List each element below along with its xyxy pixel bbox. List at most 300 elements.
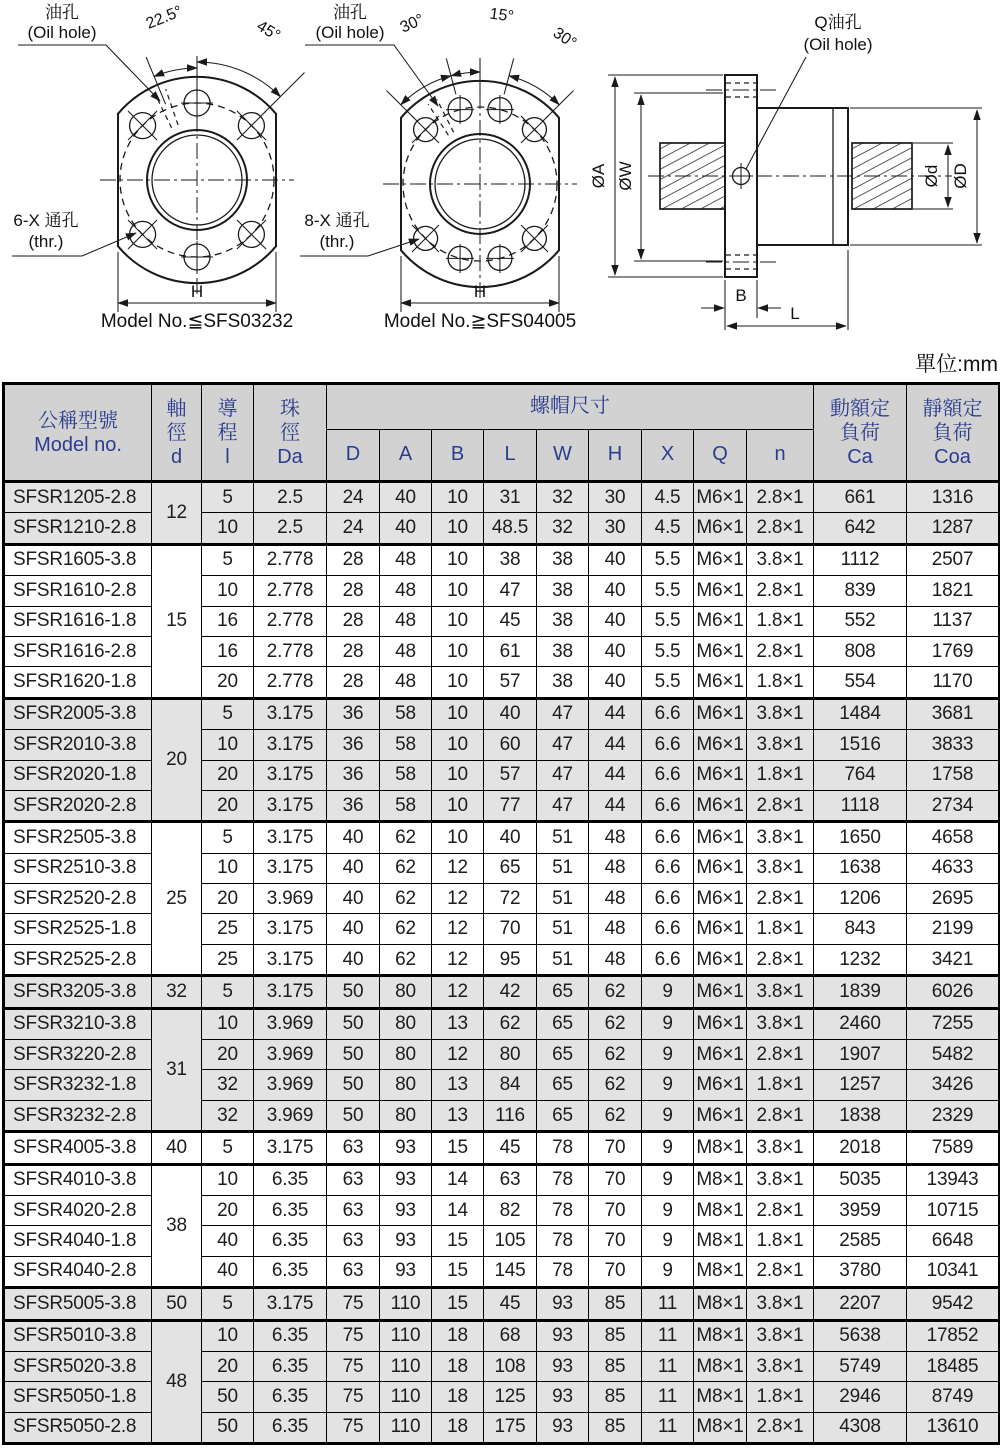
value-cell: 2.8×1 bbox=[747, 513, 814, 544]
model-cell: SFSR1205-2.8 bbox=[4, 482, 152, 513]
header-sub-n: n bbox=[747, 430, 814, 482]
value-cell: 48.5 bbox=[484, 513, 537, 544]
value-cell: 5035 bbox=[814, 1164, 907, 1195]
value-cell: 48 bbox=[380, 606, 432, 636]
shaft-diameter-cell: 40 bbox=[152, 1132, 202, 1164]
value-cell: 85 bbox=[589, 1412, 642, 1443]
model-cell: SFSR1210-2.8 bbox=[4, 513, 152, 544]
value-cell: 48 bbox=[589, 884, 642, 914]
value-cell: 62 bbox=[380, 884, 432, 914]
dim-a-label: ØA bbox=[589, 163, 608, 189]
value-cell: 40 bbox=[484, 698, 537, 729]
header-sub-W: W bbox=[537, 430, 589, 482]
model-cell: SFSR2005-3.8 bbox=[4, 698, 152, 729]
value-cell: 10 bbox=[202, 1164, 254, 1195]
value-cell: M6×1 bbox=[694, 1040, 747, 1070]
value-cell: 12 bbox=[432, 1040, 484, 1070]
value-cell: 3780 bbox=[814, 1256, 907, 1287]
model-cell: SFSR1605-3.8 bbox=[4, 544, 152, 575]
value-cell: 38 bbox=[537, 606, 589, 636]
shaft-diameter-cell: 38 bbox=[152, 1164, 202, 1288]
value-cell: 58 bbox=[380, 698, 432, 729]
value-cell: 93 bbox=[537, 1288, 589, 1320]
value-cell: 30 bbox=[589, 482, 642, 513]
value-cell: 80 bbox=[484, 1040, 537, 1070]
value-cell: 3.175 bbox=[254, 1288, 327, 1320]
value-cell: M6×1 bbox=[694, 1100, 747, 1131]
dim-h-label: H bbox=[473, 282, 487, 301]
value-cell: 65 bbox=[537, 1100, 589, 1131]
value-cell: 75 bbox=[327, 1351, 380, 1381]
value-cell: 6.35 bbox=[254, 1382, 327, 1412]
value-cell: 1.8×1 bbox=[747, 1070, 814, 1100]
value-cell: M8×1 bbox=[694, 1256, 747, 1287]
oil-hole-hidden bbox=[155, 89, 178, 128]
angle-label: 30° bbox=[397, 11, 427, 37]
model-cell: SFSR1610-2.8 bbox=[4, 576, 152, 606]
value-cell: 50 bbox=[202, 1382, 254, 1412]
header-static-load: 靜額定 負荷 Coa bbox=[907, 384, 1000, 482]
value-cell: 1232 bbox=[814, 944, 907, 975]
value-cell: 6.35 bbox=[254, 1351, 327, 1381]
model-cell: SFSR1616-2.8 bbox=[4, 636, 152, 666]
value-cell: 1.8×1 bbox=[747, 667, 814, 698]
value-cell: M6×1 bbox=[694, 606, 747, 636]
oil-hole-label-en: (Oil hole) bbox=[803, 35, 873, 54]
oil-hole-hidden bbox=[428, 99, 454, 135]
dim-l-label: L bbox=[790, 304, 800, 323]
header-sub-B: B bbox=[432, 430, 484, 482]
through-hole-label-en: (thr.) bbox=[319, 232, 355, 251]
model-cell: SFSR4005-3.8 bbox=[4, 1132, 152, 1164]
value-cell: 24 bbox=[327, 482, 380, 513]
value-cell: 38 bbox=[537, 544, 589, 575]
shaft-diameter-cell: 31 bbox=[152, 1008, 202, 1132]
value-cell: M6×1 bbox=[694, 853, 747, 883]
table-row bbox=[4, 1164, 1000, 1195]
value-cell: 2460 bbox=[814, 1008, 907, 1039]
value-cell: 75 bbox=[327, 1412, 380, 1443]
value-cell: 6648 bbox=[907, 1226, 1000, 1256]
header-model bbox=[4, 384, 152, 482]
value-cell: 125 bbox=[484, 1382, 537, 1412]
value-cell: 40 bbox=[202, 1226, 254, 1256]
value-cell: M6×1 bbox=[694, 576, 747, 606]
header-lead: 導 程 l bbox=[202, 384, 254, 482]
value-cell: 80 bbox=[380, 1070, 432, 1100]
model-cell: SFSR2525-2.8 bbox=[4, 944, 152, 975]
value-cell: 48 bbox=[380, 667, 432, 698]
value-cell: 10 bbox=[202, 853, 254, 883]
model-cell: SFSR4040-2.8 bbox=[4, 1256, 152, 1287]
value-cell: 50 bbox=[202, 1412, 254, 1443]
value-cell: 2.8×1 bbox=[747, 1040, 814, 1070]
value-cell: 20 bbox=[202, 1040, 254, 1070]
value-cell: 5 bbox=[202, 1288, 254, 1320]
value-cell: 78 bbox=[537, 1226, 589, 1256]
value-cell: 42 bbox=[484, 976, 537, 1008]
model-cell: SFSR3210-3.8 bbox=[4, 1008, 152, 1039]
value-cell: 44 bbox=[589, 698, 642, 729]
value-cell: 63 bbox=[484, 1164, 537, 1195]
value-cell: 50 bbox=[327, 1070, 380, 1100]
value-cell: 93 bbox=[380, 1164, 432, 1195]
unit-label: 單位:mm bbox=[915, 353, 998, 376]
value-cell: 9 bbox=[642, 1256, 694, 1287]
value-cell: 11 bbox=[642, 1382, 694, 1412]
value-cell: 44 bbox=[589, 730, 642, 760]
value-cell: 5 bbox=[202, 976, 254, 1008]
value-cell: 2207 bbox=[814, 1288, 907, 1320]
value-cell: 1316 bbox=[907, 482, 1000, 513]
value-cell: 65 bbox=[484, 853, 537, 883]
value-cell: 15 bbox=[432, 1256, 484, 1287]
value-cell: 70 bbox=[589, 1132, 642, 1164]
value-cell: 62 bbox=[380, 822, 432, 853]
value-cell: 5.5 bbox=[642, 544, 694, 575]
value-cell: 6.35 bbox=[254, 1320, 327, 1351]
value-cell: 3.969 bbox=[254, 1008, 327, 1039]
value-cell: 40 bbox=[589, 667, 642, 698]
value-cell: 6.35 bbox=[254, 1226, 327, 1256]
model-cell: SFSR4040-1.8 bbox=[4, 1226, 152, 1256]
value-cell: 10341 bbox=[907, 1256, 1000, 1287]
value-cell: M6×1 bbox=[694, 513, 747, 544]
value-cell: 642 bbox=[814, 513, 907, 544]
model-cell: SFSR3205-3.8 bbox=[4, 976, 152, 1008]
value-cell: 3.8×1 bbox=[747, 1320, 814, 1351]
value-cell: 110 bbox=[380, 1351, 432, 1381]
value-cell: 3.8×1 bbox=[747, 1132, 814, 1164]
value-cell: 2.778 bbox=[254, 636, 327, 666]
value-cell: 11 bbox=[642, 1320, 694, 1351]
value-cell: 47 bbox=[537, 698, 589, 729]
value-cell: 17852 bbox=[907, 1320, 1000, 1351]
value-cell: 51 bbox=[537, 822, 589, 853]
value-cell: 1170 bbox=[907, 667, 1000, 698]
value-cell: 3833 bbox=[907, 730, 1000, 760]
value-cell: M6×1 bbox=[694, 1008, 747, 1039]
header-nut-dimensions: 螺帽尺寸 bbox=[327, 384, 814, 430]
value-cell: 3.8×1 bbox=[747, 698, 814, 729]
value-cell: M6×1 bbox=[694, 482, 747, 513]
model-cell: SFSR2020-2.8 bbox=[4, 790, 152, 821]
value-cell: 11 bbox=[642, 1351, 694, 1381]
value-cell: 2.778 bbox=[254, 606, 327, 636]
value-cell: 40 bbox=[202, 1256, 254, 1287]
value-cell: 15 bbox=[432, 1288, 484, 1320]
value-cell: 5.5 bbox=[642, 667, 694, 698]
oil-hole-label-en: (Oil hole) bbox=[27, 23, 97, 42]
shaft-diameter-cell: 50 bbox=[152, 1288, 202, 1320]
through-hole-label: 6-X 通孔 bbox=[13, 211, 79, 230]
value-cell: 12 bbox=[432, 944, 484, 975]
value-cell: 105 bbox=[484, 1226, 537, 1256]
value-cell: 552 bbox=[814, 606, 907, 636]
table-row bbox=[4, 1132, 1000, 1164]
value-cell: 15 bbox=[432, 1226, 484, 1256]
model-cell: SFSR4020-2.8 bbox=[4, 1195, 152, 1225]
value-cell: 45 bbox=[484, 1132, 537, 1164]
table-row bbox=[4, 822, 1000, 853]
value-cell: M6×1 bbox=[694, 760, 747, 790]
value-cell: 80 bbox=[380, 1040, 432, 1070]
value-cell: 6.6 bbox=[642, 730, 694, 760]
through-hole-label-en: (thr.) bbox=[28, 232, 64, 251]
value-cell: 6.6 bbox=[642, 760, 694, 790]
value-cell: 2.778 bbox=[254, 576, 327, 606]
spec-table bbox=[2, 382, 1000, 1445]
value-cell: 12 bbox=[432, 884, 484, 914]
value-cell: 13943 bbox=[907, 1164, 1000, 1195]
table-row bbox=[4, 1288, 1000, 1320]
shaft-diameter-cell: 20 bbox=[152, 698, 202, 822]
value-cell: 808 bbox=[814, 636, 907, 666]
value-cell: 3.8×1 bbox=[747, 544, 814, 575]
value-cell: 85 bbox=[589, 1288, 642, 1320]
value-cell: 10715 bbox=[907, 1195, 1000, 1225]
value-cell: 1821 bbox=[907, 576, 1000, 606]
value-cell: 62 bbox=[589, 1100, 642, 1131]
value-cell: 85 bbox=[589, 1382, 642, 1412]
value-cell: 2695 bbox=[907, 884, 1000, 914]
value-cell: 36 bbox=[327, 730, 380, 760]
value-cell: 10 bbox=[202, 576, 254, 606]
value-cell: M6×1 bbox=[694, 730, 747, 760]
value-cell: 78 bbox=[537, 1256, 589, 1287]
value-cell: 36 bbox=[327, 698, 380, 729]
value-cell: 7255 bbox=[907, 1008, 1000, 1039]
value-cell: 10 bbox=[202, 1008, 254, 1039]
angle-label: 45° bbox=[253, 17, 284, 45]
angle-label: 30° bbox=[549, 24, 580, 53]
value-cell: 110 bbox=[380, 1320, 432, 1351]
value-cell: 3.175 bbox=[254, 914, 327, 944]
value-cell: 32 bbox=[202, 1070, 254, 1100]
oil-hole-label: 油孔 bbox=[333, 3, 367, 22]
value-cell: 40 bbox=[327, 853, 380, 883]
value-cell: 28 bbox=[327, 576, 380, 606]
value-cell: 4308 bbox=[814, 1412, 907, 1443]
value-cell: 9 bbox=[642, 1195, 694, 1225]
value-cell: M6×1 bbox=[694, 544, 747, 575]
value-cell: 1112 bbox=[814, 544, 907, 575]
value-cell: 70 bbox=[589, 1164, 642, 1195]
value-cell: 75 bbox=[327, 1320, 380, 1351]
value-cell: M6×1 bbox=[694, 1070, 747, 1100]
value-cell: 40 bbox=[380, 482, 432, 513]
value-cell: 48 bbox=[380, 576, 432, 606]
angle-label: 15° bbox=[488, 5, 515, 26]
value-cell: 10 bbox=[432, 760, 484, 790]
value-cell: 57 bbox=[484, 760, 537, 790]
value-cell: 38 bbox=[537, 636, 589, 666]
value-cell: 6.6 bbox=[642, 853, 694, 883]
value-cell: 3.8×1 bbox=[747, 1164, 814, 1195]
value-cell: 32 bbox=[537, 513, 589, 544]
value-cell: 48 bbox=[380, 544, 432, 575]
model-cell: SFSR2505-3.8 bbox=[4, 822, 152, 853]
value-cell: 1.8×1 bbox=[747, 1382, 814, 1412]
value-cell: 45 bbox=[484, 1288, 537, 1320]
value-cell: 3.969 bbox=[254, 1040, 327, 1070]
value-cell: 10 bbox=[432, 576, 484, 606]
value-cell: 93 bbox=[537, 1412, 589, 1443]
technical-drawings bbox=[0, 0, 1000, 352]
value-cell: 36 bbox=[327, 760, 380, 790]
header-sub-Q: Q bbox=[694, 430, 747, 482]
value-cell: 2.8×1 bbox=[747, 884, 814, 914]
value-cell: 93 bbox=[380, 1256, 432, 1287]
value-cell: 2.8×1 bbox=[747, 1195, 814, 1225]
shaft-diameter-cell: 15 bbox=[152, 544, 202, 698]
value-cell: 58 bbox=[380, 760, 432, 790]
value-cell: 93 bbox=[380, 1195, 432, 1225]
value-cell: 6.35 bbox=[254, 1195, 327, 1225]
value-cell: 50 bbox=[327, 1040, 380, 1070]
value-cell: 44 bbox=[589, 760, 642, 790]
value-cell: 3.175 bbox=[254, 760, 327, 790]
value-cell: 6.6 bbox=[642, 698, 694, 729]
value-cell: 2.8×1 bbox=[747, 636, 814, 666]
value-cell: 51 bbox=[537, 944, 589, 975]
nut-side-view-drawing bbox=[589, 13, 982, 330]
value-cell: 1.8×1 bbox=[747, 606, 814, 636]
value-cell: 1118 bbox=[814, 790, 907, 821]
value-cell: M6×1 bbox=[694, 698, 747, 729]
value-cell: 3.969 bbox=[254, 1070, 327, 1100]
value-cell: 62 bbox=[589, 1040, 642, 1070]
table-row bbox=[4, 976, 1000, 1008]
value-cell: 3.175 bbox=[254, 790, 327, 821]
value-cell: 80 bbox=[380, 1008, 432, 1039]
value-cell: 843 bbox=[814, 914, 907, 944]
angle-label: 22.5° bbox=[143, 2, 185, 33]
value-cell: 10 bbox=[432, 636, 484, 666]
value-cell: 110 bbox=[380, 1288, 432, 1320]
value-cell: 4658 bbox=[907, 822, 1000, 853]
value-cell: 84 bbox=[484, 1070, 537, 1100]
value-cell: 6.35 bbox=[254, 1412, 327, 1443]
value-cell: 31 bbox=[484, 482, 537, 513]
value-cell: 65 bbox=[537, 1008, 589, 1039]
value-cell: 93 bbox=[537, 1382, 589, 1412]
value-cell: 70 bbox=[589, 1256, 642, 1287]
model-cell: SFSR4010-3.8 bbox=[4, 1164, 152, 1195]
value-cell: 3.969 bbox=[254, 1100, 327, 1131]
value-cell: 16 bbox=[202, 606, 254, 636]
value-cell: 5.5 bbox=[642, 576, 694, 606]
dim-b-label: B bbox=[735, 286, 747, 305]
value-cell: 28 bbox=[327, 667, 380, 698]
value-cell: 13 bbox=[432, 1008, 484, 1039]
value-cell: 5 bbox=[202, 1132, 254, 1164]
value-cell: 14 bbox=[432, 1164, 484, 1195]
value-cell: 62 bbox=[589, 976, 642, 1008]
model-range-note: Model No.≦SFS03232 bbox=[100, 311, 294, 332]
value-cell: 9 bbox=[642, 1100, 694, 1131]
shaft-diameter-cell: 48 bbox=[152, 1320, 202, 1444]
value-cell: 2507 bbox=[907, 544, 1000, 575]
dim-h-label: H bbox=[190, 282, 204, 301]
value-cell: 93 bbox=[380, 1226, 432, 1256]
value-cell: 93 bbox=[537, 1351, 589, 1381]
table-row bbox=[4, 1008, 1000, 1039]
value-cell: 80 bbox=[380, 976, 432, 1008]
value-cell: 48 bbox=[589, 853, 642, 883]
model-cell: SFSR3220-2.8 bbox=[4, 1040, 152, 1070]
value-cell: 2.8×1 bbox=[747, 1100, 814, 1131]
value-cell: 5 bbox=[202, 698, 254, 729]
value-cell: 38 bbox=[537, 667, 589, 698]
value-cell: 2.8×1 bbox=[747, 1256, 814, 1287]
value-cell: 44 bbox=[589, 790, 642, 821]
value-cell: 47 bbox=[537, 730, 589, 760]
value-cell: 108 bbox=[484, 1351, 537, 1381]
table-row bbox=[4, 698, 1000, 729]
dim-d-label: Ød bbox=[922, 164, 941, 188]
value-cell: 51 bbox=[537, 853, 589, 883]
model-cell: SFSR5050-2.8 bbox=[4, 1412, 152, 1443]
value-cell: 8749 bbox=[907, 1382, 1000, 1412]
value-cell: 63 bbox=[327, 1132, 380, 1164]
value-cell: 2018 bbox=[814, 1132, 907, 1164]
value-cell: 175 bbox=[484, 1412, 537, 1443]
value-cell: 11 bbox=[642, 1412, 694, 1443]
value-cell: 1137 bbox=[907, 606, 1000, 636]
value-cell: 85 bbox=[589, 1320, 642, 1351]
value-cell: 2585 bbox=[814, 1226, 907, 1256]
value-cell: M8×1 bbox=[694, 1320, 747, 1351]
value-cell: 20 bbox=[202, 760, 254, 790]
value-cell: 1758 bbox=[907, 760, 1000, 790]
value-cell: 50 bbox=[327, 976, 380, 1008]
value-cell: 1484 bbox=[814, 698, 907, 729]
value-cell: M6×1 bbox=[694, 944, 747, 975]
value-cell: 78 bbox=[537, 1132, 589, 1164]
value-cell: 5638 bbox=[814, 1320, 907, 1351]
value-cell: 95 bbox=[484, 944, 537, 975]
value-cell: 4633 bbox=[907, 853, 1000, 883]
value-cell: 3.175 bbox=[254, 944, 327, 975]
dim-w-label: ØW bbox=[616, 161, 635, 191]
value-cell: 764 bbox=[814, 760, 907, 790]
value-cell: M8×1 bbox=[694, 1288, 747, 1320]
spec-table-body bbox=[4, 482, 1000, 1444]
value-cell: 50 bbox=[327, 1008, 380, 1039]
value-cell: 11 bbox=[642, 1288, 694, 1320]
value-cell: 5.5 bbox=[642, 606, 694, 636]
value-cell: 28 bbox=[327, 636, 380, 666]
value-cell: 3.175 bbox=[254, 822, 327, 853]
value-cell: 36 bbox=[327, 790, 380, 821]
value-cell: 40 bbox=[589, 544, 642, 575]
value-cell: 75 bbox=[327, 1382, 380, 1412]
value-cell: 1839 bbox=[814, 976, 907, 1008]
value-cell: 18 bbox=[432, 1320, 484, 1351]
shaft-diameter-cell: 12 bbox=[152, 482, 202, 545]
value-cell: 78 bbox=[537, 1164, 589, 1195]
value-cell: 40 bbox=[589, 636, 642, 666]
value-cell: 47 bbox=[537, 760, 589, 790]
value-cell: 2199 bbox=[907, 914, 1000, 944]
value-cell: 70 bbox=[589, 1195, 642, 1225]
value-cell: 6.6 bbox=[642, 790, 694, 821]
value-cell: M6×1 bbox=[694, 667, 747, 698]
value-cell: 63 bbox=[327, 1256, 380, 1287]
value-cell: 3.969 bbox=[254, 884, 327, 914]
value-cell: 10 bbox=[432, 790, 484, 821]
